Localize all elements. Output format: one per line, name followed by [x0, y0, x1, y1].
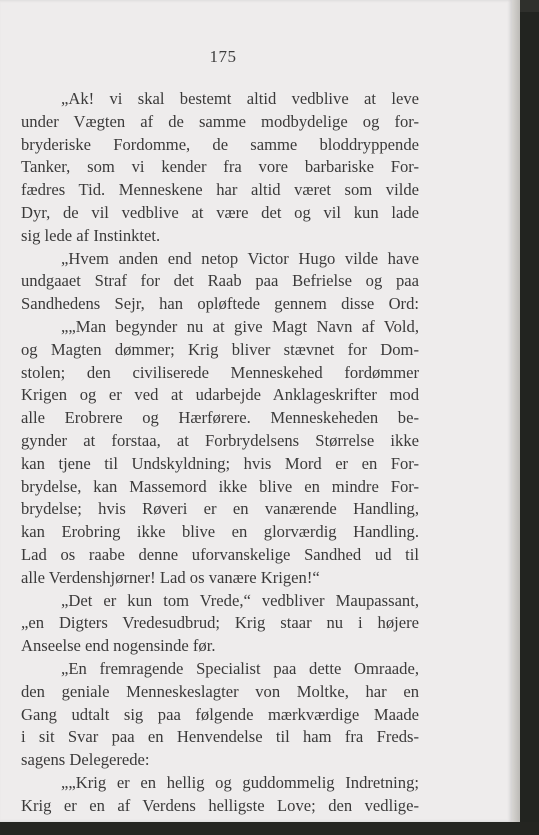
text-line: „Det er kun tom Vrede,“ vedbliver Maupassant,: [61, 590, 419, 610]
page-edge: [512, 0, 520, 822]
text-line: Sandhedens Sejr, han opløftede gennem disse Ord:: [21, 294, 419, 314]
text-line: og Magten dømmer; Krig bliver stævnet for Dom-: [21, 339, 419, 359]
text-line: „„Man begynder nu at give Magt Navn af Vold,: [61, 316, 419, 336]
text-line: Gang udtalt sig paa følgende mærkværdige Maade: [21, 704, 419, 724]
text-line: kan Erobring ikke blive en glorværdig Handling.: [21, 522, 419, 542]
text-line: Lad os raabe denne uforvanskelige Sandhed ud til: [21, 544, 419, 564]
text-line: „Hvem anden end netop Victor Hugo vilde have: [61, 248, 419, 268]
body-text: [21, 88, 419, 818]
text-line: i sit Svar paa en Henvendelse til ham fra Freds-: [21, 727, 419, 747]
text-line: Krigen og er ved at udarbejde Anklageskrifter mod: [21, 385, 419, 405]
text-line: Krig er en af Verdens helligste Love; den vedlige-: [21, 795, 419, 815]
text-line: stolen; den civiliserede Menneskehed fordømmer: [21, 362, 419, 382]
text-line: „en Digters Vredesudbrud; Krig staar nu i højere: [21, 613, 419, 633]
text-line: brydelse, kan Massemord ikke blive en mindre For-: [21, 476, 419, 496]
text-line: „Ak! vi skal bestemt altid vedblive at leve: [61, 89, 419, 108]
text-line: alle Erobrere og Hærførere. Menneskeheden be-: [21, 408, 419, 428]
text-line: undgaaet Straf for det Raab paa Befrielse og paa: [21, 271, 419, 291]
text-line: brydelse; hvis Røveri er en vanærende Handling,: [21, 499, 419, 519]
text-line: fædres Tid. Menneskene har altid været som vilde: [21, 180, 419, 200]
text-line: alle Verdenshjørner! Lad os vanære Krigen!“: [21, 567, 320, 587]
text-line: bryderiske Fordomme, de samme bloddryppende: [21, 134, 419, 154]
text-line: kan tjene til Undskyldning; hvis Mord er en For-: [21, 453, 419, 473]
text-line: under Vægten af de samme modbydelige og for-: [21, 111, 419, 131]
bottom-shadow: [0, 822, 539, 835]
text-line: den geniale Menneskeslagter von Moltke, har en: [21, 681, 419, 701]
text-line: Tanker, som vi kender fra vore barbariske For-: [21, 157, 419, 177]
text-line: Dyr, de vil vedblive at være det og vil kun lade: [21, 202, 419, 222]
text-line: „En fremragende Specialist paa dette Omraade,: [61, 658, 419, 678]
text-line: sagens Delegerede:: [21, 750, 150, 770]
book-cover-edge: [520, 12, 539, 835]
page-number: 175: [209, 47, 237, 66]
text-line: sig lede af Instinktet.: [21, 225, 161, 245]
text-line: gynder at forstaa, at Forbrydelsens Størrelse ikke: [21, 430, 419, 450]
text-line: Anseelse end nogensinde før.: [21, 636, 216, 656]
text-line: „„Krig er en hellig og guddommelig Indretning;: [61, 772, 419, 792]
